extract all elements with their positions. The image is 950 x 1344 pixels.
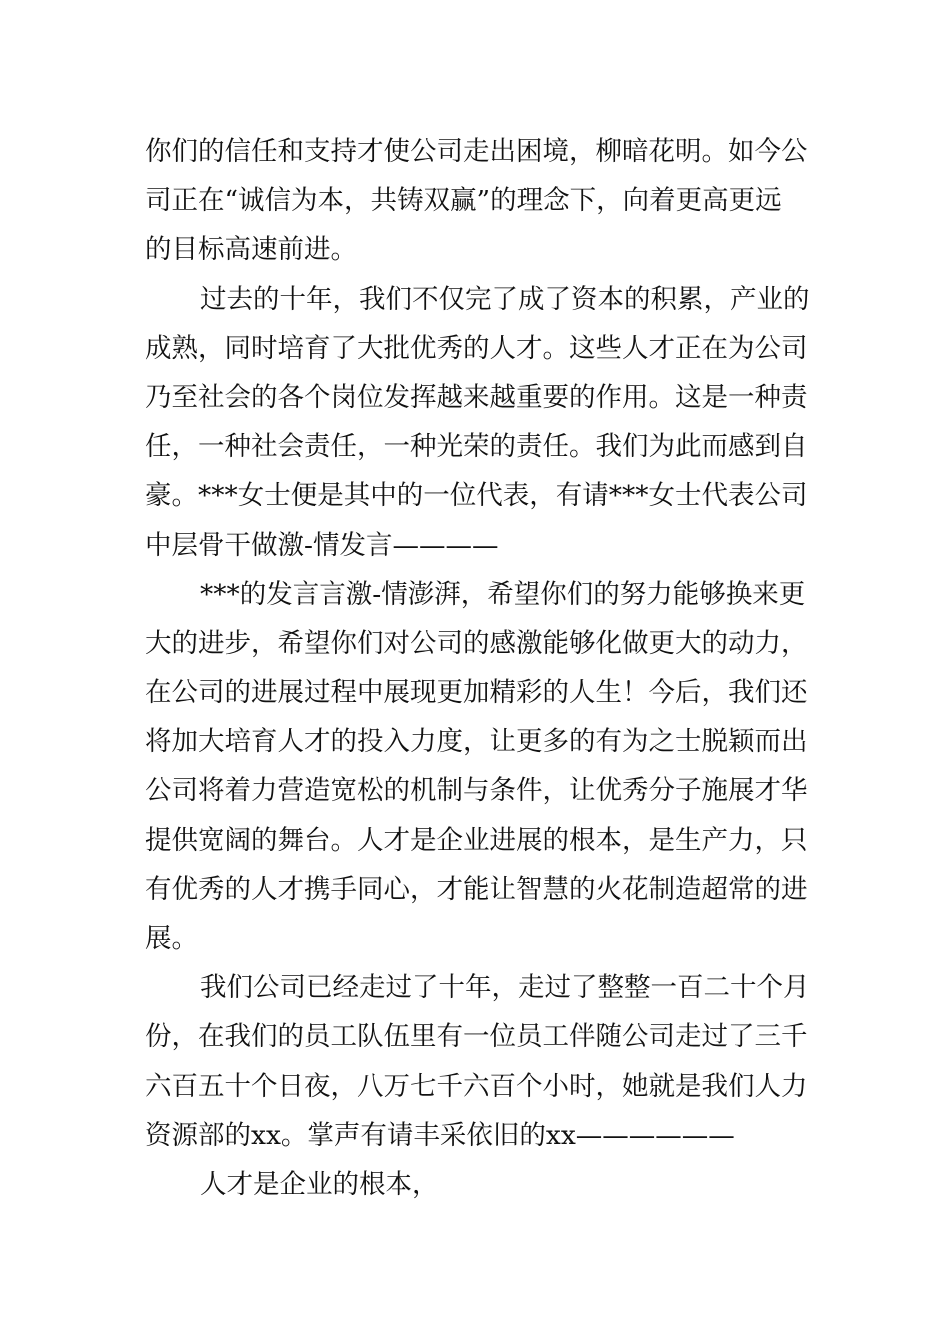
text-line-21: 资源部的xx。掌声有请丰采依旧的xx—————— — [145, 1119, 735, 1151]
text-line-1: 你们的信任和支持才使公司走出困境，柳暗花明。如今公 — [145, 136, 808, 167]
text-line-11: 大的进步，希望你们对公司的感激能够化做更大的动力， — [145, 627, 808, 659]
document-body — [145, 127, 815, 1209]
text-line-5: 成熟，同时培育了大批优秀的人才。这些人才正在为公司 — [145, 332, 808, 364]
text-line-6: 乃至社会的各个岗位发挥越来越重要的作用。这是一种责 — [145, 381, 808, 413]
text-line-15: 提供宽阔的舞台。人才是企业进展的根本，是生产力，只 — [145, 824, 808, 856]
text-line-10: ***的发言言激-情澎湃，希望你们的努力能够换来更 — [200, 578, 806, 610]
text-line-2: 司正在“诚信为本，共铸双赢”的理念下，向着更高更远 — [145, 185, 782, 217]
text-line-13: 将加大培育人才的投入力度，让更多的有为之士脱颖而出 — [145, 726, 808, 758]
text-line-18: 我们公司已经走过了十年，走过了整整一百二十个月 — [200, 972, 810, 1004]
text-line-14: 公司将着力营造宽松的机制与条件，让优秀分子施展才华 — [145, 775, 808, 807]
text-line-7: 任，一种社会责任，一种光荣的责任。我们为此而感到自 — [145, 431, 808, 463]
text-line-12: 在公司的进展过程中展现更加精彩的人生！今后，我们还 — [145, 677, 808, 709]
text-line-17: 展。 — [145, 923, 198, 954]
text-line-22: 人才是企业的根本， — [200, 1168, 439, 1200]
text-line-19: 份，在我们的员工队伍里有一位员工伴随公司走过了三千 — [145, 1021, 808, 1053]
text-line-3: 的目标高速前进。 — [145, 234, 357, 266]
text-line-9: 中层骨干做激-情发言———— — [145, 529, 499, 561]
text-line-16: 有优秀的人才携手同心，才能让智慧的火花制造超常的进 — [145, 873, 808, 905]
text-line-20: 六百五十个日夜，八万七千六百个小时，她就是我们人力 — [145, 1070, 808, 1102]
text-line-8: 豪。***女士便是其中的一位代表，有请***女士代表公司 — [145, 480, 808, 512]
text-line-4: 过去的十年，我们不仅完了成了资本的积累，产业的 — [200, 283, 810, 315]
